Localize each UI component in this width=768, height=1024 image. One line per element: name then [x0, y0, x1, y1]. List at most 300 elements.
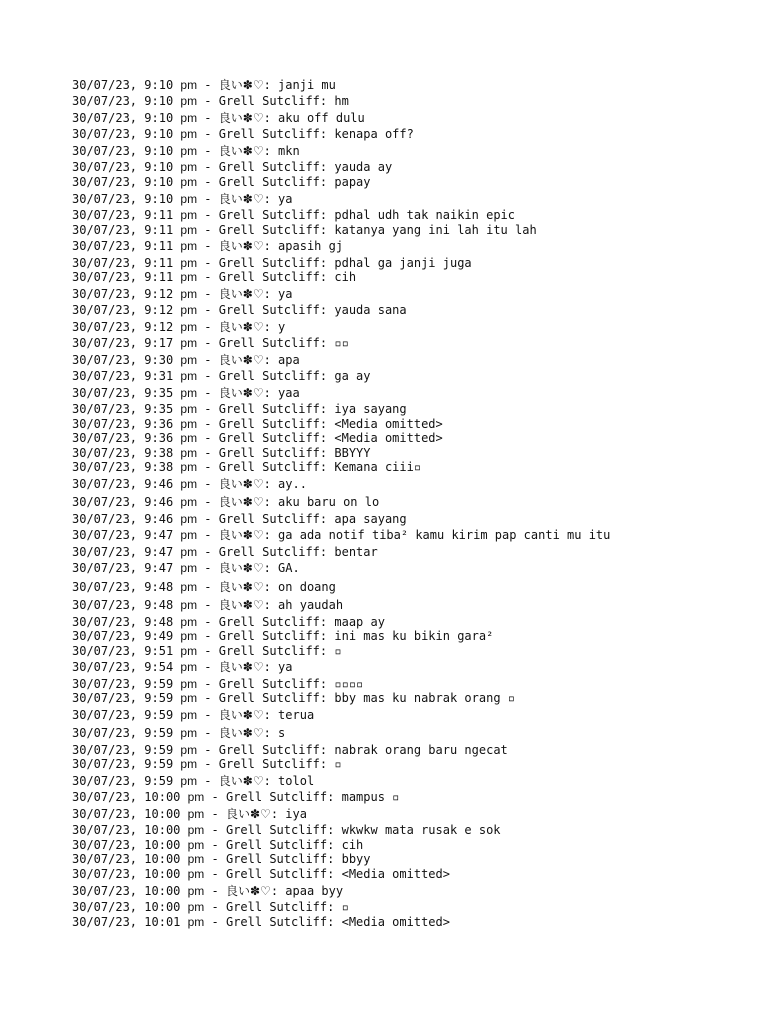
message-text: ▫: [334, 757, 342, 772]
message-time: 9:51: [144, 643, 174, 658]
message-sender: 良い✽♡: [218, 286, 264, 301]
message-date: 30/07/23,: [72, 402, 138, 417]
message-sender: Grell Sutcliff: [218, 445, 320, 460]
chat-line: 30/07/23, 9:59 pm - Grell Sutcliff: ▫▫▫▫: [72, 676, 364, 691]
message-sender: 良い✽♡: [218, 579, 264, 594]
chat-line: 30/07/23, 9:31 pm - Grell Sutcliff: ga ay: [72, 369, 371, 384]
message-text: <Media omitted>: [334, 416, 443, 431]
message-time: 9:46: [144, 495, 174, 510]
message-ampm: pm: [180, 402, 198, 417]
message-text: nabrak orang baru ngecat: [334, 742, 508, 757]
message-time: 10:00: [144, 790, 181, 805]
chat-line: 30/07/23, 10:00 pm - 良い✽♡: apaa byy: [72, 883, 344, 898]
message-text: GA.: [278, 561, 300, 576]
message-text: hm: [334, 94, 349, 109]
message-date: 30/07/23,: [72, 598, 138, 613]
message-ampm: pm: [180, 598, 198, 613]
message-text: yauda ay: [334, 160, 393, 175]
chat-line: 30/07/23, 9:10 pm - Grell Sutcliff: kenapa off?: [72, 127, 414, 142]
message-time: 9:48: [144, 579, 174, 594]
message-text: ▫: [334, 643, 342, 658]
message-time: 10:00: [144, 883, 181, 898]
message-date: 30/07/23,: [72, 352, 138, 367]
message-sender: Grell Sutcliff: [218, 255, 320, 270]
chat-line: 30/07/23, 9:48 pm - 良い✽♡: on doang: [72, 579, 336, 594]
message-time: 9:10: [144, 127, 174, 142]
message-time: 9:11: [144, 270, 174, 285]
message-ampm: pm: [180, 385, 198, 400]
message-time: 9:10: [144, 191, 174, 206]
message-ampm: pm: [187, 883, 205, 898]
message-text: yauda sana: [334, 303, 407, 318]
message-text: apaa byy: [285, 883, 344, 898]
message-ampm: pm: [180, 579, 198, 594]
message-date: 30/07/23,: [72, 867, 138, 882]
chat-line: 30/07/23, 9:12 pm - 良い✽♡: y: [72, 319, 286, 334]
message-date: 30/07/23,: [72, 255, 138, 270]
message-date: 30/07/23,: [72, 222, 138, 237]
message-sender: 良い✽♡: [218, 598, 264, 613]
message-sender: Grell Sutcliff: [218, 460, 320, 475]
message-sender: Grell Sutcliff: [225, 837, 328, 852]
message-text: on doang: [278, 579, 336, 594]
message-time: 9:31: [144, 369, 174, 384]
message-text: <Media omitted>: [341, 914, 450, 929]
chat-line: 30/07/23, 9:10 pm - 良い✽♡: mkn: [72, 143, 300, 158]
chat-line: 30/07/23, 9:11 pm - Grell Sutcliff: pdhal udh tak naikin epic: [72, 207, 515, 222]
message-date: 30/07/23,: [72, 110, 138, 125]
message-sender: 良い✽♡: [218, 239, 264, 254]
message-ampm: pm: [180, 676, 198, 691]
message-ampm: pm: [180, 561, 198, 576]
message-time: 9:46: [144, 511, 174, 526]
message-time: 9:12: [144, 319, 174, 334]
message-time: 10:00: [144, 837, 181, 852]
message-date: 30/07/23,: [72, 707, 138, 722]
message-ampm: pm: [180, 270, 198, 285]
chat-line: 30/07/23, 9:10 pm - Grell Sutcliff: hm: [72, 94, 349, 109]
message-text: tolol: [278, 773, 315, 788]
message-time: 9:36: [144, 416, 174, 431]
message-sender: 良い✽♡: [218, 78, 264, 92]
message-ampm: pm: [180, 255, 198, 270]
message-ampm: pm: [180, 643, 198, 658]
message-ampm: pm: [180, 614, 198, 629]
message-date: 30/07/23,: [72, 561, 138, 576]
message-date: 30/07/23,: [72, 643, 138, 658]
message-date: 30/07/23,: [72, 270, 138, 285]
message-text: ya: [278, 191, 293, 206]
message-text: terua: [278, 707, 315, 722]
message-ampm: pm: [180, 94, 198, 109]
message-text: ▫: [341, 900, 349, 915]
message-sender: Grell Sutcliff: [218, 676, 320, 691]
message-date: 30/07/23,: [72, 852, 138, 867]
message-text: cih: [334, 270, 357, 285]
message-ampm: pm: [187, 852, 205, 867]
message-text: apa sayang: [334, 511, 407, 526]
chat-line: 30/07/23, 9:12 pm - Grell Sutcliff: yauda sana: [72, 303, 407, 318]
message-date: 30/07/23,: [72, 143, 138, 158]
message-time: 9:10: [144, 94, 174, 109]
message-ampm: pm: [180, 773, 198, 788]
message-date: 30/07/23,: [72, 369, 138, 384]
message-text: papay: [334, 174, 371, 189]
message-time: 9:59: [144, 773, 174, 788]
message-ampm: pm: [180, 511, 198, 526]
message-time: 10:00: [144, 867, 181, 882]
message-date: 30/07/23,: [72, 286, 138, 301]
message-ampm: pm: [180, 143, 198, 158]
message-sender: Grell Sutcliff: [218, 544, 320, 559]
message-time: 9:38: [144, 460, 174, 475]
message-time: 9:49: [144, 629, 174, 644]
message-ampm: pm: [180, 431, 198, 446]
message-ampm: pm: [187, 790, 205, 805]
message-sender: Grell Sutcliff: [225, 823, 328, 838]
chat-line: 30/07/23, 9:10 pm - Grell Sutcliff: papay: [72, 174, 371, 189]
message-text: y: [278, 319, 286, 334]
message-ampm: pm: [180, 127, 198, 142]
message-date: 30/07/23,: [72, 790, 138, 805]
message-ampm: pm: [180, 239, 198, 254]
message-ampm: pm: [187, 837, 205, 852]
message-time: 9:11: [144, 207, 174, 222]
message-sender: 良い✽♡: [218, 110, 264, 125]
message-text: cih: [341, 837, 364, 852]
message-sender: 良い✽♡: [218, 385, 264, 400]
chat-line: 30/07/23, 9:10 pm - 良い✽♡: aku off dulu: [72, 110, 365, 125]
message-sender: 良い✽♡: [218, 319, 264, 334]
message-time: 10:01: [144, 914, 181, 929]
message-date: 30/07/23,: [72, 416, 138, 431]
message-ampm: pm: [180, 191, 198, 206]
message-sender: 良い✽♡: [225, 806, 271, 821]
message-sender: 良い✽♡: [218, 726, 264, 741]
message-text: ay..: [278, 477, 307, 492]
message-text: bby mas ku nabrak orang ▫: [334, 691, 515, 706]
chat-log: [72, 76, 752, 929]
message-ampm: pm: [180, 286, 198, 301]
message-time: 9:12: [144, 286, 174, 301]
chat-line: 30/07/23, 9:51 pm - Grell Sutcliff: ▫: [72, 643, 342, 658]
message-sender: 良い✽♡: [218, 528, 264, 543]
message-time: 9:10: [144, 174, 174, 189]
message-time: 9:59: [144, 676, 174, 691]
message-ampm: pm: [180, 222, 198, 237]
message-ampm: pm: [187, 914, 205, 929]
message-time: 9:10: [144, 143, 174, 158]
message-date: 30/07/23,: [72, 742, 138, 757]
message-sender: Grell Sutcliff: [218, 691, 320, 706]
message-ampm: pm: [180, 660, 198, 675]
chat-line: 30/07/23, 9:11 pm - Grell Sutcliff: katanya yang ini lah itu lah: [72, 222, 537, 237]
message-date: 30/07/23,: [72, 127, 138, 142]
message-time: 9:46: [144, 477, 174, 492]
chat-line: 30/07/23, 9:59 pm - 良い✽♡: s: [72, 726, 286, 741]
message-text: apa: [278, 352, 300, 367]
message-text: ya: [278, 660, 293, 675]
message-time: 10:00: [144, 852, 181, 867]
chat-line: 30/07/23, 9:47 pm - Grell Sutcliff: bentar: [72, 544, 378, 559]
message-text: aku baru on lo: [278, 495, 380, 510]
message-sender: 良い✽♡: [218, 143, 264, 158]
message-time: 9:10: [144, 78, 174, 92]
message-time: 9:48: [144, 598, 174, 613]
chat-line: 30/07/23, 10:00 pm - Grell Sutcliff: mampus ▫: [72, 790, 400, 805]
message-time: 10:00: [144, 806, 181, 821]
message-date: 30/07/23,: [72, 239, 138, 254]
message-date: 30/07/23,: [72, 511, 138, 526]
chat-line: 30/07/23, 9:35 pm - 良い✽♡: yaa: [72, 385, 300, 400]
message-ampm: pm: [180, 544, 198, 559]
message-date: 30/07/23,: [72, 336, 138, 351]
message-ampm: pm: [180, 629, 198, 644]
message-ampm: pm: [180, 110, 198, 125]
message-date: 30/07/23,: [72, 94, 138, 109]
message-ampm: pm: [180, 477, 198, 492]
message-date: 30/07/23,: [72, 660, 138, 675]
message-ampm: pm: [187, 806, 205, 821]
message-date: 30/07/23,: [72, 174, 138, 189]
message-text: mampus ▫: [341, 790, 400, 805]
message-time: 9:47: [144, 528, 174, 543]
message-ampm: pm: [180, 207, 198, 222]
message-date: 30/07/23,: [72, 160, 138, 175]
message-time: 9:36: [144, 431, 174, 446]
message-sender: Grell Sutcliff: [218, 270, 320, 285]
message-text: yaa: [278, 385, 300, 400]
chat-line: 30/07/23, 9:59 pm - Grell Sutcliff: nabrak orang baru ngecat: [72, 742, 508, 757]
message-text: bbyy: [341, 852, 371, 867]
chat-line: 30/07/23, 9:38 pm - Grell Sutcliff: Kemana ciii▫: [72, 460, 422, 475]
chat-line: 30/07/23, 9:11 pm - 良い✽♡: apasih gj: [72, 239, 344, 254]
message-date: 30/07/23,: [72, 207, 138, 222]
message-text: aku off dulu: [278, 110, 365, 125]
chat-line: 30/07/23, 10:00 pm - Grell Sutcliff: <Media omitted>: [72, 867, 450, 882]
message-time: 9:10: [144, 160, 174, 175]
message-sender: 良い✽♡: [218, 773, 264, 788]
message-sender: Grell Sutcliff: [218, 174, 320, 189]
message-ampm: pm: [180, 528, 198, 543]
chat-line: 30/07/23, 9:36 pm - Grell Sutcliff: <Media omitted>: [72, 431, 443, 446]
chat-line: 30/07/23, 9:49 pm - Grell Sutcliff: ini mas ku bikin gara²: [72, 629, 494, 644]
message-text: iya: [285, 806, 307, 821]
message-text: <Media omitted>: [341, 867, 450, 882]
message-date: 30/07/23,: [72, 726, 138, 741]
message-time: 9:59: [144, 742, 174, 757]
message-date: 30/07/23,: [72, 806, 138, 821]
message-text: pdhal ga janji juga: [334, 255, 472, 270]
chat-line: 30/07/23, 10:00 pm - Grell Sutcliff: wkwkw mata rusak e sok: [72, 823, 501, 838]
message-text: <Media omitted>: [334, 431, 443, 446]
chat-line: 30/07/23, 9:46 pm - Grell Sutcliff: apa sayang: [72, 511, 407, 526]
message-sender: Grell Sutcliff: [218, 511, 320, 526]
chat-line: 30/07/23, 9:48 pm - 良い✽♡: ah yaudah: [72, 598, 344, 613]
message-sender: Grell Sutcliff: [218, 416, 320, 431]
chat-line: 30/07/23, 9:11 pm - Grell Sutcliff: pdhal ga janji juga: [72, 255, 472, 270]
message-date: 30/07/23,: [72, 528, 138, 543]
message-sender: Grell Sutcliff: [218, 222, 320, 237]
message-date: 30/07/23,: [72, 837, 138, 852]
message-date: 30/07/23,: [72, 691, 138, 706]
message-sender: 良い✽♡: [218, 477, 264, 492]
message-sender: 良い✽♡: [225, 883, 271, 898]
message-time: 10:00: [144, 900, 181, 915]
message-date: 30/07/23,: [72, 431, 138, 446]
message-time: 9:38: [144, 445, 174, 460]
chat-line: 30/07/23, 10:00 pm - Grell Sutcliff: ▫: [72, 900, 349, 915]
message-sender: 良い✽♡: [218, 191, 264, 206]
chat-line: 30/07/23, 9:35 pm - Grell Sutcliff: iya sayang: [72, 402, 407, 417]
chat-line: 30/07/23, 10:00 pm - 良い✽♡: iya: [72, 806, 307, 821]
message-date: 30/07/23,: [72, 579, 138, 594]
message-sender: Grell Sutcliff: [218, 369, 320, 384]
chat-line: 30/07/23, 9:30 pm - 良い✽♡: apa: [72, 352, 300, 367]
message-date: 30/07/23,: [72, 191, 138, 206]
message-time: 9:54: [144, 660, 174, 675]
chat-line: 30/07/23, 10:00 pm - Grell Sutcliff: bbyy: [72, 852, 371, 867]
chat-line: 30/07/23, 9:36 pm - Grell Sutcliff: <Media omitted>: [72, 416, 443, 431]
chat-line: 30/07/23, 9:59 pm - Grell Sutcliff: ▫: [72, 757, 342, 772]
message-date: 30/07/23,: [72, 495, 138, 510]
message-ampm: pm: [180, 174, 198, 189]
message-text: apasih gj: [278, 239, 344, 254]
message-text: ga ay: [334, 369, 371, 384]
chat-line: 30/07/23, 10:00 pm - Grell Sutcliff: cih: [72, 837, 364, 852]
message-time: 9:11: [144, 255, 174, 270]
chat-line: 30/07/23, 9:38 pm - Grell Sutcliff: BBYYY: [72, 445, 371, 460]
message-ampm: pm: [180, 352, 198, 367]
message-text: Kemana ciii▫: [334, 460, 422, 475]
message-date: 30/07/23,: [72, 676, 138, 691]
message-time: 9:47: [144, 561, 174, 576]
message-sender: Grell Sutcliff: [218, 643, 320, 658]
message-sender: 良い✽♡: [218, 707, 264, 722]
message-date: 30/07/23,: [72, 303, 138, 318]
chat-line: 30/07/23, 9:59 pm - 良い✽♡: terua: [72, 707, 315, 722]
message-text: ini mas ku bikin gara²: [334, 629, 494, 644]
message-text: wkwkw mata rusak e sok: [341, 823, 501, 838]
message-sender: Grell Sutcliff: [218, 94, 320, 109]
message-text: maap ay: [334, 614, 385, 629]
message-ampm: pm: [180, 369, 198, 384]
message-sender: Grell Sutcliff: [218, 757, 320, 772]
message-sender: Grell Sutcliff: [225, 900, 328, 915]
message-time: 9:47: [144, 544, 174, 559]
message-sender: 良い✽♡: [218, 495, 264, 510]
chat-line: 30/07/23, 9:10 pm - Grell Sutcliff: yauda ay: [72, 160, 393, 175]
message-ampm: pm: [180, 757, 198, 772]
message-ampm: pm: [180, 742, 198, 757]
message-text: mkn: [278, 143, 300, 158]
message-text: kenapa off?: [334, 127, 414, 142]
message-date: 30/07/23,: [72, 445, 138, 460]
message-sender: Grell Sutcliff: [218, 629, 320, 644]
message-date: 30/07/23,: [72, 629, 138, 644]
message-time: 9:59: [144, 691, 174, 706]
message-sender: Grell Sutcliff: [218, 160, 320, 175]
message-date: 30/07/23,: [72, 773, 138, 788]
message-sender: Grell Sutcliff: [218, 614, 320, 629]
message-text: ▫▫▫▫: [334, 676, 364, 691]
message-text: ah yaudah: [278, 598, 344, 613]
message-time: 10:00: [144, 823, 181, 838]
chat-line: 30/07/23, 9:47 pm - 良い✽♡: GA.: [72, 561, 300, 576]
message-text: pdhal udh tak naikin epic: [334, 207, 515, 222]
message-date: 30/07/23,: [72, 385, 138, 400]
message-date: 30/07/23,: [72, 757, 138, 772]
message-time: 9:59: [144, 707, 174, 722]
message-text: ya: [278, 286, 293, 301]
message-text: iya sayang: [334, 402, 407, 417]
chat-line: 30/07/23, 9:46 pm - 良い✽♡: aku baru on lo: [72, 495, 380, 510]
message-text: ▫▫: [334, 336, 349, 351]
chat-line: 30/07/23, 9:59 pm - Grell Sutcliff: bby mas ku nabrak orang ▫: [72, 691, 515, 706]
message-text: janji mu: [278, 78, 336, 92]
message-text: BBYYY: [334, 445, 371, 460]
message-time: 9:59: [144, 726, 174, 741]
message-sender: Grell Sutcliff: [218, 303, 320, 318]
message-ampm: pm: [180, 460, 198, 475]
message-ampm: pm: [180, 495, 198, 510]
message-time: 9:59: [144, 757, 174, 772]
message-sender: Grell Sutcliff: [218, 127, 320, 142]
message-date: 30/07/23,: [72, 544, 138, 559]
message-date: 30/07/23,: [72, 823, 138, 838]
message-sender: Grell Sutcliff: [218, 207, 320, 222]
chat-line: 30/07/23, 9:46 pm - 良い✽♡: ay..: [72, 477, 307, 492]
message-sender: Grell Sutcliff: [225, 867, 328, 882]
message-sender: Grell Sutcliff: [218, 742, 320, 757]
message-sender: Grell Sutcliff: [225, 852, 328, 867]
chat-line: 30/07/23, 9:47 pm - 良い✽♡: ga ada notif tiba² kamu kirim pap canti mu itu: [72, 528, 611, 543]
message-date: 30/07/23,: [72, 900, 138, 915]
message-ampm: pm: [180, 319, 198, 334]
message-time: 9:48: [144, 614, 174, 629]
message-sender: Grell Sutcliff: [218, 402, 320, 417]
message-ampm: pm: [187, 823, 205, 838]
message-ampm: pm: [180, 303, 198, 318]
message-ampm: pm: [180, 78, 198, 92]
message-date: 30/07/23,: [72, 883, 138, 898]
message-sender: 良い✽♡: [218, 660, 264, 675]
message-time: 9:11: [144, 222, 174, 237]
chat-line: 30/07/23, 9:59 pm - 良い✽♡: tolol: [72, 773, 315, 788]
message-time: 9:35: [144, 385, 174, 400]
chat-line: 30/07/23, 9:54 pm - 良い✽♡: ya: [72, 660, 293, 675]
chat-line: 30/07/23, 9:10 pm - 良い✽♡: janji mu: [72, 78, 336, 92]
message-ampm: pm: [180, 691, 198, 706]
message-ampm: pm: [187, 900, 205, 915]
message-time: 9:35: [144, 402, 174, 417]
message-ampm: pm: [187, 867, 205, 882]
message-ampm: pm: [180, 726, 198, 741]
chat-line: 30/07/23, 9:11 pm - Grell Sutcliff: cih: [72, 270, 357, 285]
message-text: ga ada notif tiba² kamu kirim pap canti mu itu: [278, 528, 611, 543]
message-sender: Grell Sutcliff: [225, 914, 328, 929]
message-time: 9:10: [144, 110, 174, 125]
message-date: 30/07/23,: [72, 614, 138, 629]
chat-line: 30/07/23, 9:17 pm - Grell Sutcliff: ▫▫: [72, 336, 349, 351]
chat-line: 30/07/23, 9:12 pm - 良い✽♡: ya: [72, 286, 293, 301]
message-text: bentar: [334, 544, 378, 559]
message-time: 9:17: [144, 336, 174, 351]
message-ampm: pm: [180, 445, 198, 460]
message-date: 30/07/23,: [72, 319, 138, 334]
chat-line: 30/07/23, 9:10 pm - 良い✽♡: ya: [72, 191, 293, 206]
message-ampm: pm: [180, 416, 198, 431]
